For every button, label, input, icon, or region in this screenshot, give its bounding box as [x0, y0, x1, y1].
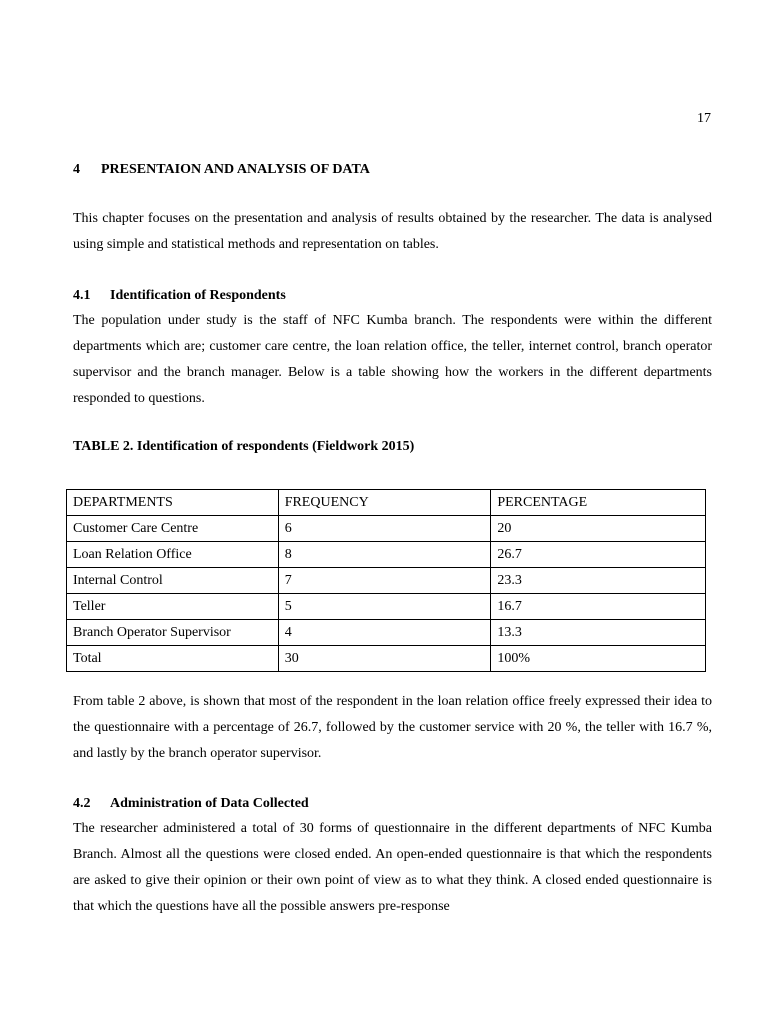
table-cell: Customer Care Centre [67, 516, 279, 542]
header-departments: DEPARTMENTS [67, 490, 279, 516]
table-cell: Total [67, 646, 279, 672]
table-cell: Loan Relation Office [67, 542, 279, 568]
table-total-row [67, 646, 706, 672]
section-number: 4.1 [73, 288, 91, 303]
table-header-row [67, 490, 706, 516]
section-heading-4-1 [73, 288, 286, 304]
table-cell: 8 [278, 542, 491, 568]
analysis-paragraph: From table 2 above, is shown that most of the respondent in the loan relation office freely expressed their idea to the questionnaire with a percentage of 26.7, followed by the customer service with 20 %, the teller with 16.7 %, and lastly by the branch operator supervisor. [73, 694, 712, 761]
table-row [67, 516, 706, 542]
table-row [67, 594, 706, 620]
section-title: Identification of Respondents [110, 288, 286, 303]
section-number: 4.2 [73, 796, 91, 811]
chapter-title: PRESENTAION AND ANALYSIS OF DATA [101, 162, 370, 177]
table-cell: 13.3 [491, 620, 706, 646]
table-cell: 20 [491, 516, 706, 542]
table-cell: 30 [278, 646, 491, 672]
table-cell: 23.3 [491, 568, 706, 594]
table-cell: 5 [278, 594, 491, 620]
table-cell: 7 [278, 568, 491, 594]
table-cell: 4 [278, 620, 491, 646]
intro-paragraph: This chapter focuses on the presentation and analysis of results obtained by the researcher. The data is analysed using simple and statistical methods and representation on tables. [73, 211, 712, 252]
table-cell: Internal Control [67, 568, 279, 594]
table-row [67, 542, 706, 568]
section-heading-4-2 [73, 796, 309, 812]
chapter-heading [73, 162, 370, 178]
section-title: Administration of Data Collected [110, 796, 309, 811]
header-frequency: FREQUENCY [278, 490, 491, 516]
table-caption: TABLE 2. Identification of respondents (Fieldwork 2015) [73, 439, 415, 454]
section-4-2-paragraph: The researcher administered a total of 30 forms of questionnaire in the different departments of NFC Kumba Branch. Almost all the questions were closed ended. An open-ended questionnaire is that which the respondents are asked to give their opinion or their own point of view as to what they think. A closed ended questionnaire is that which the questions have all the possible answers pre-response [73, 821, 712, 914]
table-row [67, 568, 706, 594]
table-cell: Teller [67, 594, 279, 620]
chapter-number: 4 [73, 162, 80, 177]
table-cell: Branch Operator Supervisor [67, 620, 279, 646]
table-cell: 26.7 [491, 542, 706, 568]
header-percentage: PERCENTAGE [491, 490, 706, 516]
section-4-1-paragraph: The population under study is the staff of NFC Kumba branch. The respondents were within the different departments which are; customer care centre, the loan relation office, the teller, internet control, branch operator supervisor and the branch manager. Below is a table showing how the workers in the different departments responded to questions. [73, 313, 712, 406]
table-row [67, 620, 706, 646]
page-number: 17 [697, 111, 711, 126]
table-cell: 16.7 [491, 594, 706, 620]
table-cell: 100% [491, 646, 706, 672]
table-cell: 6 [278, 516, 491, 542]
respondents-table [66, 489, 706, 672]
